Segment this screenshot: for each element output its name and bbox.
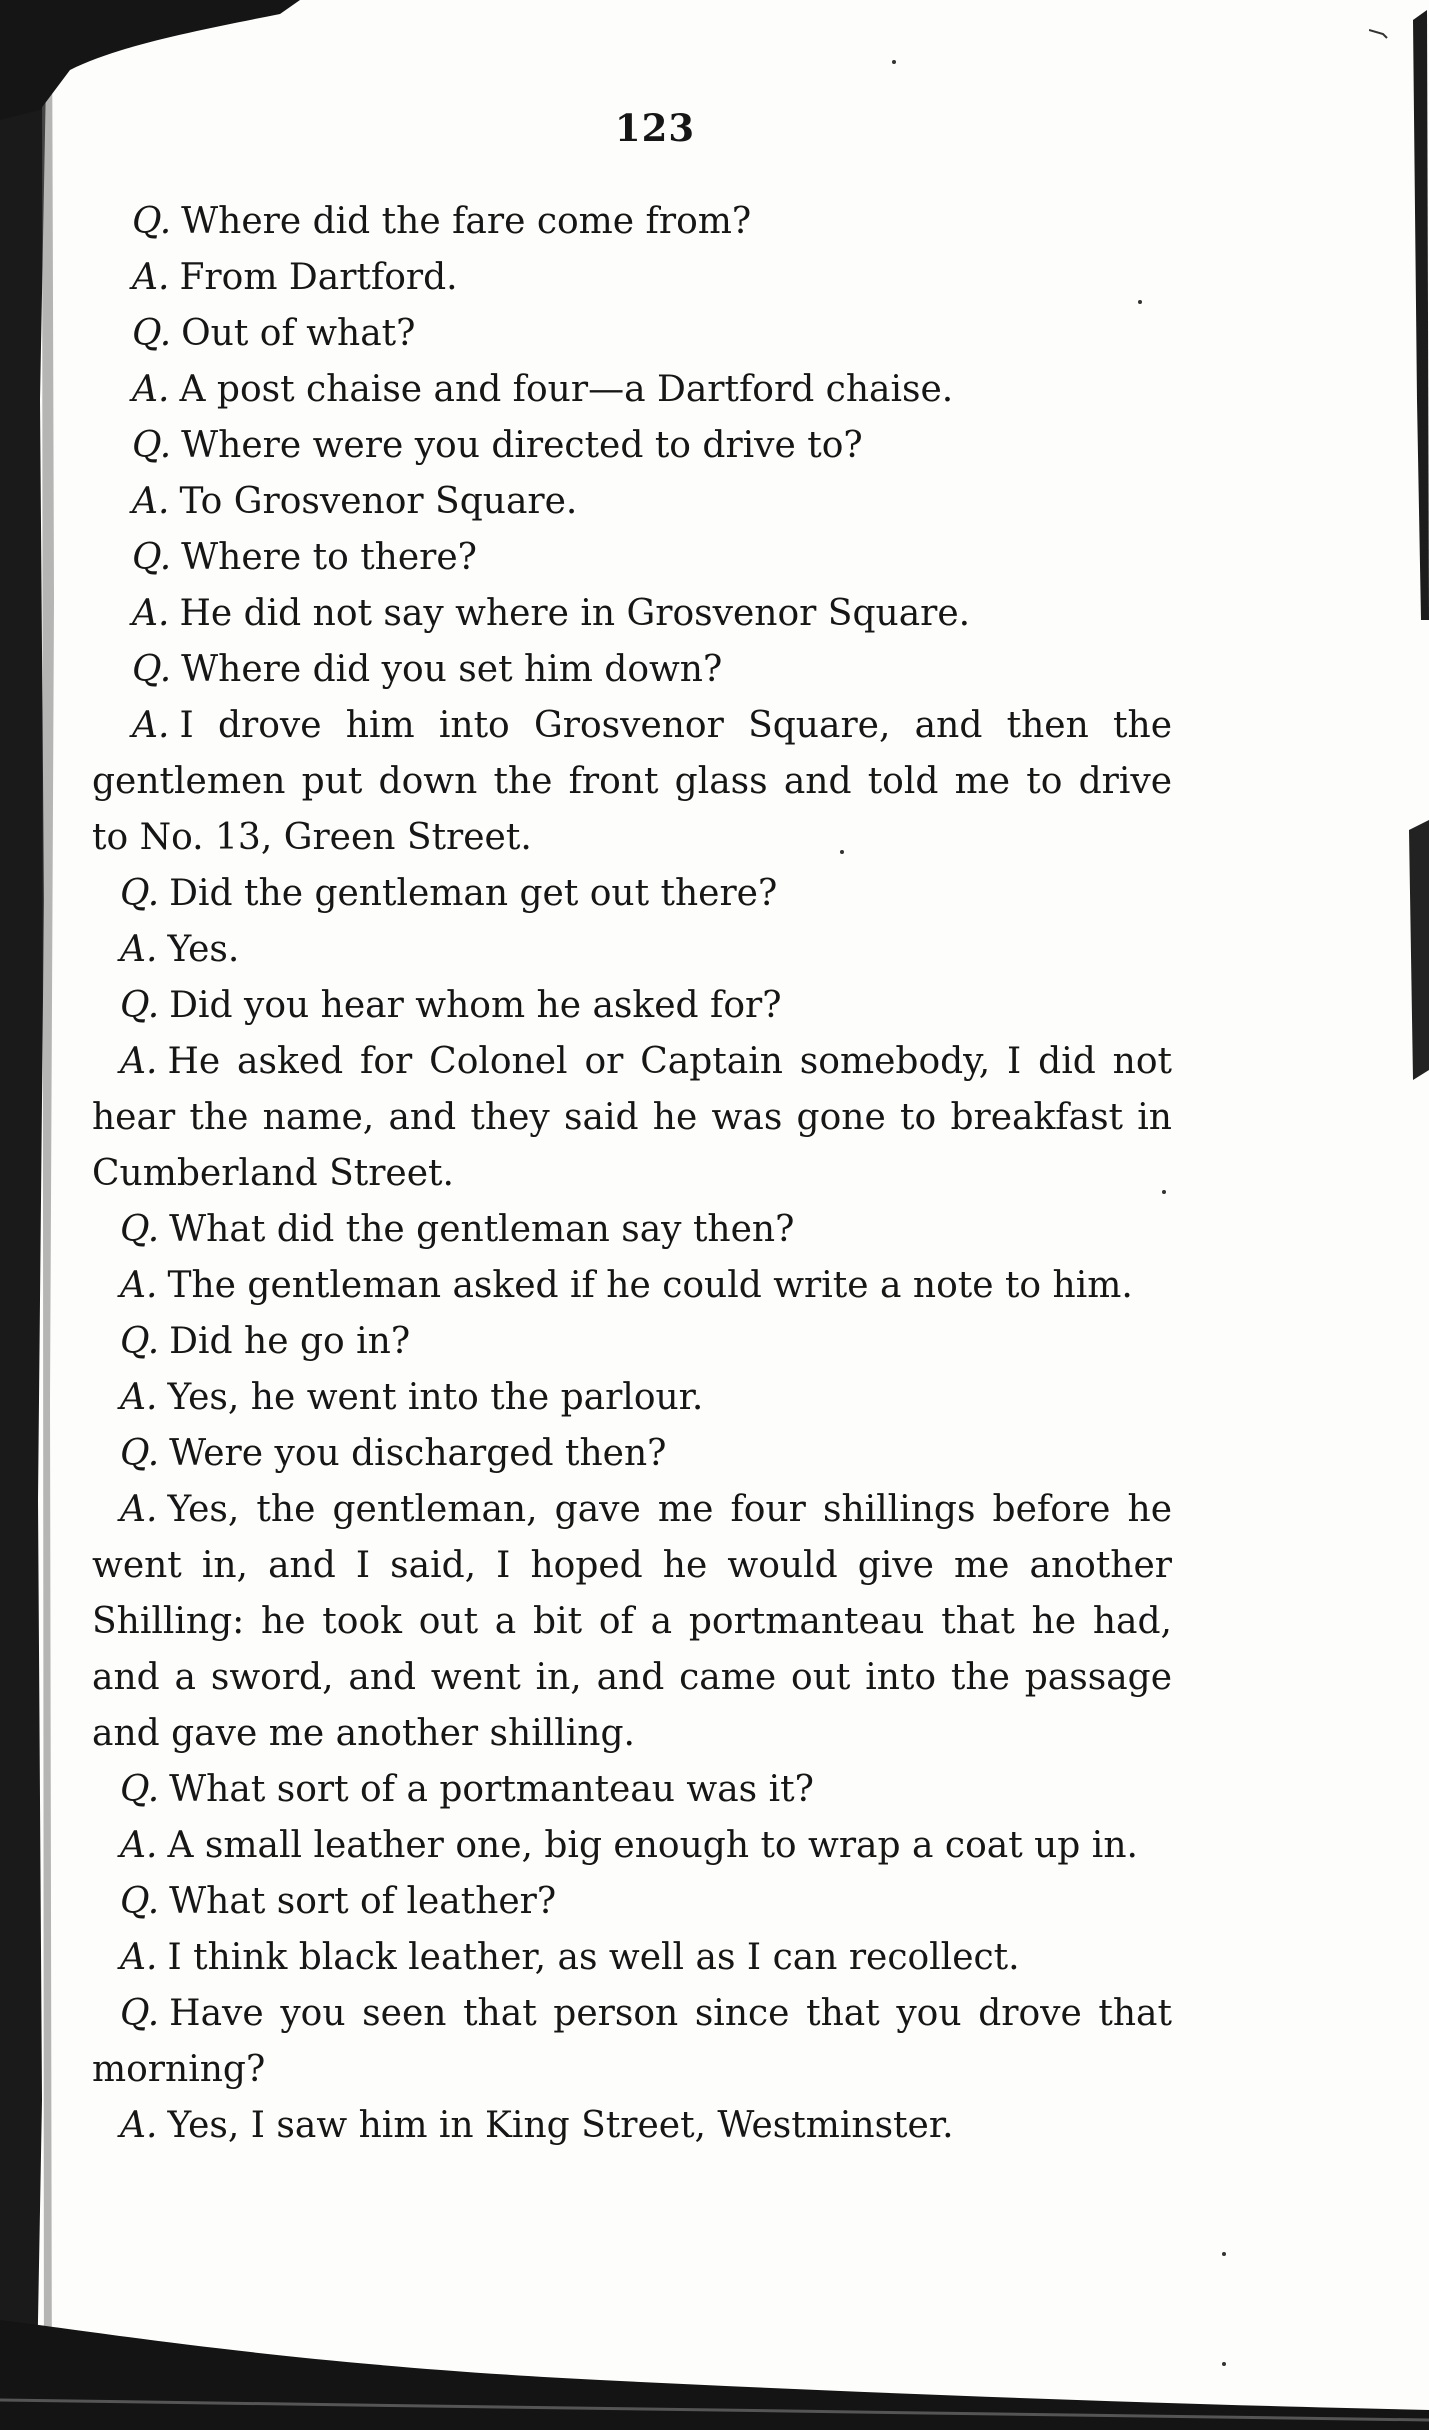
right-page-edge bbox=[1369, 0, 1429, 2430]
text-line bbox=[92, 474, 1172, 530]
text-line bbox=[92, 1426, 1172, 1482]
line-text: Did the gentleman get out there? bbox=[169, 873, 778, 914]
line-text: Yes, he went into the parlour. bbox=[167, 1377, 704, 1418]
line-text: To Grosvenor Square. bbox=[179, 481, 578, 522]
text-line bbox=[92, 1930, 1172, 1986]
speaker-label: A. bbox=[120, 1825, 158, 1866]
line-text: What sort of a portmanteau was it? bbox=[169, 1769, 814, 1810]
text-line bbox=[92, 2098, 1172, 2154]
speaker-label: A. bbox=[132, 481, 170, 522]
text-line bbox=[92, 922, 1172, 978]
line-text: Where to there? bbox=[181, 537, 477, 578]
text-line bbox=[92, 194, 1172, 250]
line-text: He asked for Colonel or Captain somebody, I did not bbox=[167, 1041, 1172, 1082]
page-number: 123 bbox=[614, 106, 696, 150]
line-text: Out of what? bbox=[181, 313, 416, 354]
speaker-label: A. bbox=[120, 1489, 158, 1530]
text-line bbox=[92, 1034, 1172, 1090]
line-text: Shilling: he took out a bit of a portmanteau that he had, bbox=[92, 1601, 1172, 1642]
ink-speck bbox=[892, 60, 896, 64]
text-line bbox=[92, 362, 1172, 418]
line-text: He did not say where in Grosvenor Square. bbox=[179, 593, 971, 634]
text-line bbox=[92, 642, 1172, 698]
text-line bbox=[92, 1818, 1172, 1874]
text-line bbox=[92, 418, 1172, 474]
line-text: Yes, the gentleman, gave me four shillings before he bbox=[167, 1489, 1172, 1530]
ink-speck bbox=[1222, 2252, 1226, 2256]
speaker-label: A. bbox=[120, 929, 158, 970]
line-text: I drove him into Grosvenor Square, and then the bbox=[179, 705, 1172, 746]
line-text: Were you discharged then? bbox=[169, 1433, 667, 1474]
line-text: Did he go in? bbox=[169, 1321, 411, 1362]
line-text: Have you seen that person since that you drove that bbox=[169, 1993, 1172, 2034]
text-line bbox=[92, 250, 1172, 306]
speaker-label: A. bbox=[132, 705, 170, 746]
text-line bbox=[92, 1594, 1172, 1650]
speaker-label: Q. bbox=[120, 873, 160, 914]
line-text: Did you hear whom he asked for? bbox=[169, 985, 782, 1026]
speaker-label: Q. bbox=[132, 649, 172, 690]
text-line bbox=[92, 586, 1172, 642]
speaker-label: A. bbox=[132, 257, 170, 298]
line-text: What sort of leather? bbox=[169, 1881, 557, 1922]
text-line bbox=[92, 2042, 1172, 2098]
speaker-label: A. bbox=[120, 1265, 158, 1306]
text-line bbox=[92, 1090, 1172, 1146]
text-line bbox=[92, 1258, 1172, 1314]
text-line bbox=[92, 1146, 1172, 1202]
speaker-label: Q. bbox=[120, 1881, 160, 1922]
speaker-label: A. bbox=[120, 2105, 158, 2146]
ink-speck bbox=[1222, 2362, 1226, 2366]
text-line bbox=[92, 1314, 1172, 1370]
left-page-shadow bbox=[0, 0, 72, 2430]
text-line bbox=[92, 530, 1172, 586]
text-line bbox=[92, 1706, 1172, 1762]
line-text: and a sword, and went in, and came out into the passage bbox=[92, 1657, 1172, 1698]
text-line bbox=[92, 306, 1172, 362]
speaker-label: A. bbox=[132, 369, 170, 410]
speaker-label: A. bbox=[120, 1041, 158, 1082]
speaker-label: Q. bbox=[120, 985, 160, 1026]
text-line bbox=[92, 866, 1172, 922]
line-text: and gave me another shilling. bbox=[92, 1713, 635, 1754]
line-text: Cumberland Street. bbox=[92, 1153, 454, 1194]
speaker-label: Q. bbox=[132, 537, 172, 578]
speaker-label: Q. bbox=[132, 313, 172, 354]
line-text: gentlemen put down the front glass and told me to drive bbox=[92, 761, 1172, 802]
speaker-label: Q. bbox=[132, 425, 172, 466]
line-text: Where did you set him down? bbox=[181, 649, 723, 690]
line-text: Where did the fare come from? bbox=[181, 201, 752, 242]
line-text: Yes. bbox=[167, 929, 240, 970]
line-text: morning? bbox=[92, 2049, 266, 2090]
text-line bbox=[92, 1762, 1172, 1818]
line-text: The gentleman asked if he could write a note to him. bbox=[167, 1265, 1133, 1306]
text-line bbox=[92, 754, 1172, 810]
text-line bbox=[92, 1650, 1172, 1706]
text-line bbox=[92, 810, 1172, 866]
bottom-page-edge bbox=[0, 2280, 1429, 2430]
line-text: went in, and I said, I hoped he would give me another bbox=[92, 1545, 1172, 1586]
speaker-label: Q. bbox=[120, 1209, 160, 1250]
testimony-text bbox=[92, 194, 1172, 2154]
speaker-label: A. bbox=[120, 1937, 158, 1978]
speaker-label: Q. bbox=[120, 1993, 160, 2034]
text-line bbox=[92, 1874, 1172, 1930]
speaker-label: A. bbox=[132, 593, 170, 634]
line-text: Where were you directed to drive to? bbox=[181, 425, 863, 466]
top-left-page-curl bbox=[0, 0, 310, 120]
text-line bbox=[92, 1370, 1172, 1426]
text-line bbox=[92, 698, 1172, 754]
text-line bbox=[92, 1482, 1172, 1538]
line-text: I think black leather, as well as I can recollect. bbox=[167, 1937, 1020, 1978]
line-text: A post chaise and four—a Dartford chaise. bbox=[179, 369, 954, 410]
line-text: From Dartford. bbox=[179, 257, 458, 298]
text-line bbox=[92, 1538, 1172, 1594]
line-text: A small leather one, big enough to wrap a coat up in. bbox=[167, 1825, 1138, 1866]
line-text: What did the gentleman say then? bbox=[169, 1209, 795, 1250]
line-text: to No. 13, Green Street. bbox=[92, 817, 532, 858]
speaker-label: A. bbox=[120, 1377, 158, 1418]
text-line bbox=[92, 978, 1172, 1034]
speaker-label: Q. bbox=[120, 1433, 160, 1474]
text-line bbox=[92, 1202, 1172, 1258]
speaker-label: Q. bbox=[132, 201, 172, 242]
text-line bbox=[92, 1986, 1172, 2042]
line-text: Yes, I saw him in King Street, Westminster. bbox=[167, 2105, 954, 2146]
speaker-label: Q. bbox=[120, 1769, 160, 1810]
speaker-label: Q. bbox=[120, 1321, 160, 1362]
line-text: hear the name, and they said he was gone to breakfast in bbox=[92, 1097, 1172, 1138]
